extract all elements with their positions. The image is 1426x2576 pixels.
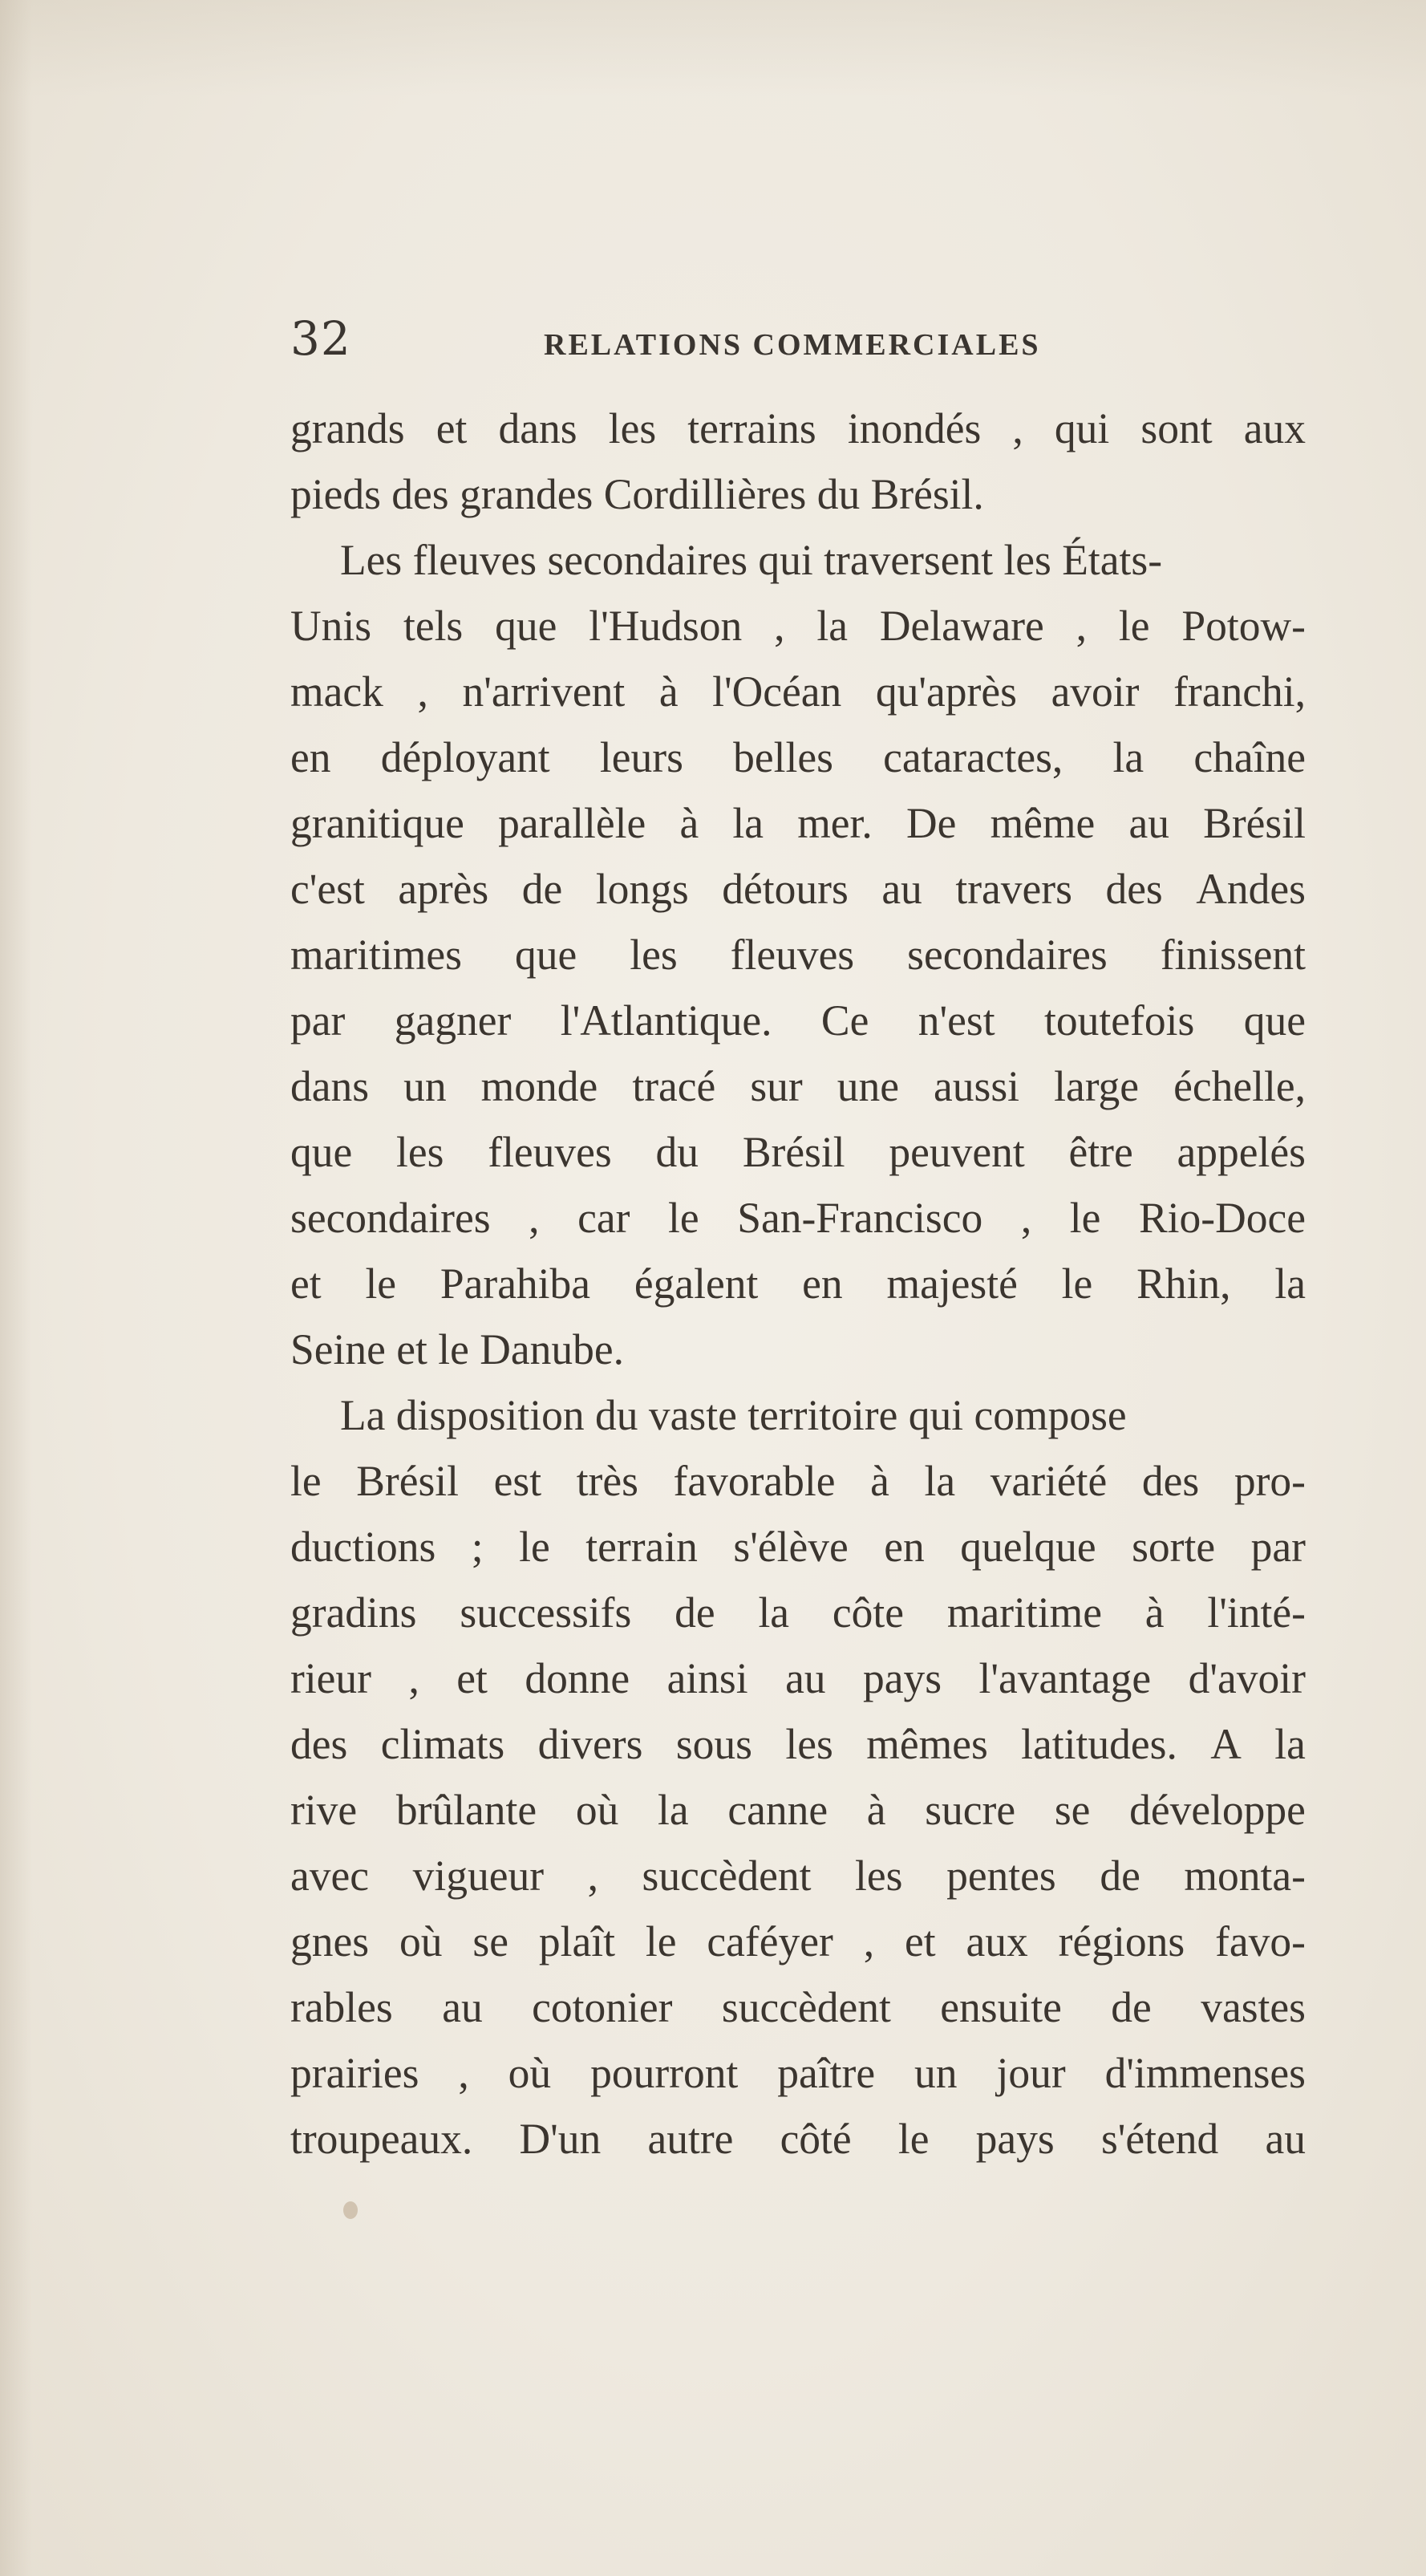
word: être [1068, 1128, 1133, 1176]
word: le [667, 1194, 699, 1242]
word: monde [480, 1062, 598, 1110]
word: des [290, 1720, 348, 1768]
word: le [645, 1917, 677, 1965]
word: , [408, 1654, 419, 1702]
word: brûlante [395, 1786, 537, 1834]
text-line [290, 988, 1306, 1053]
word: dans [498, 404, 577, 452]
word: à [1144, 1588, 1165, 1637]
word: des [1141, 1457, 1200, 1505]
text-line [290, 593, 1306, 659]
word: se [1054, 1786, 1091, 1834]
word: pays [863, 1654, 942, 1702]
word: belles [733, 733, 833, 781]
word: , [587, 1852, 598, 1900]
word: égalent [634, 1260, 759, 1308]
word: à [679, 799, 699, 847]
word: les [396, 1128, 444, 1176]
word: le [290, 1457, 322, 1505]
word: à [870, 1457, 889, 1505]
word: tels [403, 602, 464, 650]
word: San-Francisco [737, 1194, 983, 1242]
word: ensuite [940, 1983, 1062, 2031]
word: sous [675, 1720, 752, 1768]
word: leurs [599, 733, 683, 781]
text-line [290, 922, 1306, 988]
word: en [802, 1260, 843, 1308]
text-line [290, 1711, 1306, 1777]
word: où [399, 1917, 443, 1965]
word: longs [595, 865, 689, 913]
page-header [290, 311, 1306, 383]
word: les [855, 1852, 903, 1900]
word: franchi, [1173, 667, 1306, 716]
page-gutter-shadow [0, 0, 32, 2576]
word: après [398, 865, 489, 913]
word: parallèle [498, 799, 646, 847]
text-line [290, 659, 1306, 724]
word: latitudes. [1021, 1720, 1177, 1768]
text-line [290, 1580, 1306, 1645]
word: l'Océan [712, 667, 842, 716]
text-line [290, 1185, 1306, 1251]
word: succèdent [642, 1852, 812, 1900]
word: c'est [290, 865, 365, 913]
word: des [1105, 865, 1163, 913]
page-top-tint [0, 0, 1426, 96]
word: rieur [290, 1654, 371, 1702]
word: gnes [290, 1917, 370, 1965]
word: cataractes, [883, 733, 1063, 781]
word: le [1061, 1260, 1093, 1308]
word: favo- [1215, 1917, 1306, 1965]
word: appelés [1177, 1128, 1306, 1176]
word: côte [832, 1588, 904, 1637]
word: où [508, 2049, 552, 2097]
word: sont [1140, 404, 1213, 452]
word: au [1128, 799, 1169, 847]
word: que [1243, 996, 1306, 1045]
word: que [290, 1128, 353, 1176]
word: n'est [918, 996, 995, 1045]
word: gagner [394, 996, 512, 1045]
word: , [863, 1917, 875, 1965]
word: pourront [590, 2049, 739, 2097]
text-line [290, 1251, 1306, 1316]
word: de [521, 865, 563, 913]
text-line: Les fleuves secondaires qui traversent les États- [340, 536, 1163, 584]
word: mack [290, 667, 383, 716]
text-line [290, 1053, 1306, 1119]
text-line [290, 1843, 1306, 1909]
word: les [608, 404, 657, 452]
word: granitique [290, 799, 464, 847]
word: donne [525, 1654, 630, 1702]
word: les [630, 931, 678, 979]
word: rables [290, 1983, 393, 2031]
word: une [837, 1062, 899, 1110]
word: de [1111, 1983, 1152, 2031]
word: pentes [946, 1852, 1056, 1900]
word: finissent [1160, 931, 1306, 979]
text-line: pieds des grandes Cordillières du Brésil. [290, 470, 984, 518]
word: aux [966, 1917, 1028, 1965]
word: , [1076, 602, 1088, 650]
word: Delaware [879, 602, 1044, 650]
word: dans [290, 1062, 370, 1110]
text-line [290, 724, 1306, 790]
word: , [774, 602, 785, 650]
body-text [290, 396, 1306, 2172]
word: ; [471, 1523, 484, 1571]
word: inondés [847, 404, 982, 452]
word: échelle, [1173, 1062, 1306, 1110]
word: de [675, 1588, 715, 1637]
text-line [290, 1119, 1306, 1185]
word: le [519, 1523, 550, 1571]
word: vigueur [412, 1852, 545, 1900]
word: sorte [1132, 1523, 1216, 1571]
word: Rhin, [1136, 1260, 1231, 1308]
word: à [866, 1786, 886, 1834]
word: au [881, 865, 922, 913]
word: n'arrivent [462, 667, 626, 716]
word: s'étend [1100, 2115, 1219, 2163]
word: la [1274, 1260, 1306, 1308]
text-line [290, 1448, 1306, 1514]
word: gradins [290, 1588, 417, 1637]
word: par [1250, 1523, 1306, 1571]
text-line [290, 2040, 1306, 2106]
text-line: Seine et le Danube. [290, 1325, 624, 1373]
word: maritime [946, 1588, 1102, 1637]
word: en [290, 733, 331, 781]
text-line [290, 1777, 1306, 1843]
word: le [1069, 1194, 1101, 1242]
word: terrain [585, 1523, 698, 1571]
word: Parahiba [440, 1260, 591, 1308]
word: ainsi [666, 1654, 748, 1702]
word: secondaires [907, 931, 1108, 979]
word: un [914, 2049, 958, 2097]
word: mêmes [866, 1720, 988, 1768]
word: vastes [1201, 1983, 1306, 2031]
word: plaît [538, 1917, 615, 1965]
word: le [897, 2115, 930, 2163]
word: monta- [1184, 1852, 1306, 1900]
word: pro- [1234, 1457, 1306, 1505]
word: sucre [925, 1786, 1016, 1834]
word: ductions [290, 1523, 436, 1571]
text-line [290, 2106, 1306, 2172]
running-head: RELATIONS COMMERCIALES [544, 328, 1041, 362]
word: Brésil [1203, 799, 1306, 847]
word: s'élève [733, 1523, 849, 1571]
word: majesté [886, 1260, 1018, 1308]
word: tracé [632, 1062, 716, 1110]
word: quelque [960, 1523, 1096, 1571]
word: large [1054, 1062, 1140, 1110]
word: l'Atlantique. [560, 996, 772, 1045]
word: terrains [687, 404, 816, 452]
word: , [417, 667, 428, 716]
word: un [403, 1062, 447, 1110]
word: d'immenses [1104, 2049, 1306, 2097]
word: se [472, 1917, 508, 1965]
word: et [435, 404, 468, 452]
word: en [884, 1523, 925, 1571]
word: peuvent [889, 1128, 1025, 1176]
word: favorable [673, 1457, 836, 1505]
text-line [290, 856, 1306, 922]
word: cotonier [532, 1983, 673, 2031]
word: Potow- [1181, 602, 1306, 650]
word: pays [975, 2115, 1055, 2163]
word: Brésil [356, 1457, 460, 1505]
text-line [290, 1909, 1306, 1974]
word: l'avantage [978, 1654, 1152, 1702]
word: à [658, 667, 679, 716]
word: aussi [934, 1062, 1020, 1110]
text-line [290, 1514, 1306, 1580]
word: les [785, 1720, 833, 1768]
word: déployant [380, 733, 550, 781]
word: côté [780, 2115, 852, 2163]
word: paître [777, 2049, 876, 2097]
word: que [495, 602, 557, 650]
word: succèdent [721, 1983, 891, 2031]
word: travers [955, 865, 1072, 913]
word: toutefois [1044, 996, 1195, 1045]
word: la [924, 1457, 956, 1505]
text-line [290, 1974, 1306, 2040]
word: régions [1058, 1917, 1185, 1965]
word: prairies [290, 2049, 419, 2097]
word: chaîne [1193, 733, 1306, 781]
word: où [575, 1786, 619, 1834]
word: canne [727, 1786, 828, 1834]
word: au [442, 1983, 483, 2031]
word: du [655, 1128, 699, 1176]
word: fleuves [488, 1128, 612, 1176]
word: avoir [1051, 667, 1140, 716]
word: très [576, 1457, 638, 1505]
word: aux [1243, 404, 1306, 452]
word: Brésil [742, 1128, 845, 1176]
word: la [1112, 733, 1144, 781]
word: autre [647, 2115, 734, 2163]
word: qu'après [875, 667, 1017, 716]
word: Rio-Doce [1138, 1194, 1306, 1242]
word: le [1118, 602, 1150, 650]
word: Andes [1196, 865, 1306, 913]
word: de [1100, 1852, 1140, 1900]
word: détours [722, 865, 849, 913]
word: Ce [820, 996, 869, 1045]
word: au [1265, 2115, 1306, 2163]
word: caféyer [707, 1917, 833, 1965]
word: la [732, 799, 764, 847]
word: variété [990, 1457, 1108, 1505]
word: la [1274, 1720, 1306, 1768]
word: qui [1054, 404, 1110, 452]
word: troupeaux. [290, 2115, 473, 2163]
paper-stain [343, 2201, 358, 2219]
word: , [458, 2049, 469, 2097]
word: , [1020, 1194, 1032, 1242]
word: Unis [290, 602, 372, 650]
word: la [816, 602, 848, 650]
word: sur [750, 1062, 803, 1110]
word: successifs [460, 1588, 632, 1637]
word: même [990, 799, 1096, 847]
word: la [758, 1588, 790, 1637]
word: secondaires [290, 1194, 491, 1242]
word: et [456, 1654, 488, 1702]
text-line [290, 790, 1306, 856]
word: car [577, 1194, 630, 1242]
word: rive [290, 1786, 358, 1834]
word: la [658, 1786, 689, 1834]
word: par [290, 996, 346, 1045]
word: l'Hudson [589, 602, 743, 650]
page-number: 32 [290, 311, 351, 366]
word: et [904, 1917, 936, 1965]
word: que [514, 931, 577, 979]
word: , [529, 1194, 540, 1242]
word: le [365, 1260, 397, 1308]
word: , [1012, 404, 1023, 452]
word: au [785, 1654, 826, 1702]
word: D'un [519, 2115, 602, 2163]
word: fleuves [730, 931, 855, 979]
text-line: La disposition du vaste territoire qui compose [340, 1391, 1127, 1439]
word: mer. [797, 799, 873, 847]
word: grands [290, 404, 405, 452]
word: l'inté- [1207, 1588, 1306, 1637]
word: A [1210, 1720, 1242, 1768]
word: De [905, 799, 957, 847]
word: divers [537, 1720, 643, 1768]
word: climats [380, 1720, 505, 1768]
text-line [290, 396, 1306, 461]
word: d'avoir [1188, 1654, 1306, 1702]
word: développe [1129, 1786, 1306, 1834]
word: est [493, 1457, 542, 1505]
text-line [290, 1645, 1306, 1711]
word: avec [290, 1852, 369, 1900]
word: maritimes [290, 931, 462, 979]
word: et [290, 1260, 322, 1308]
word: jour [996, 2049, 1066, 2097]
